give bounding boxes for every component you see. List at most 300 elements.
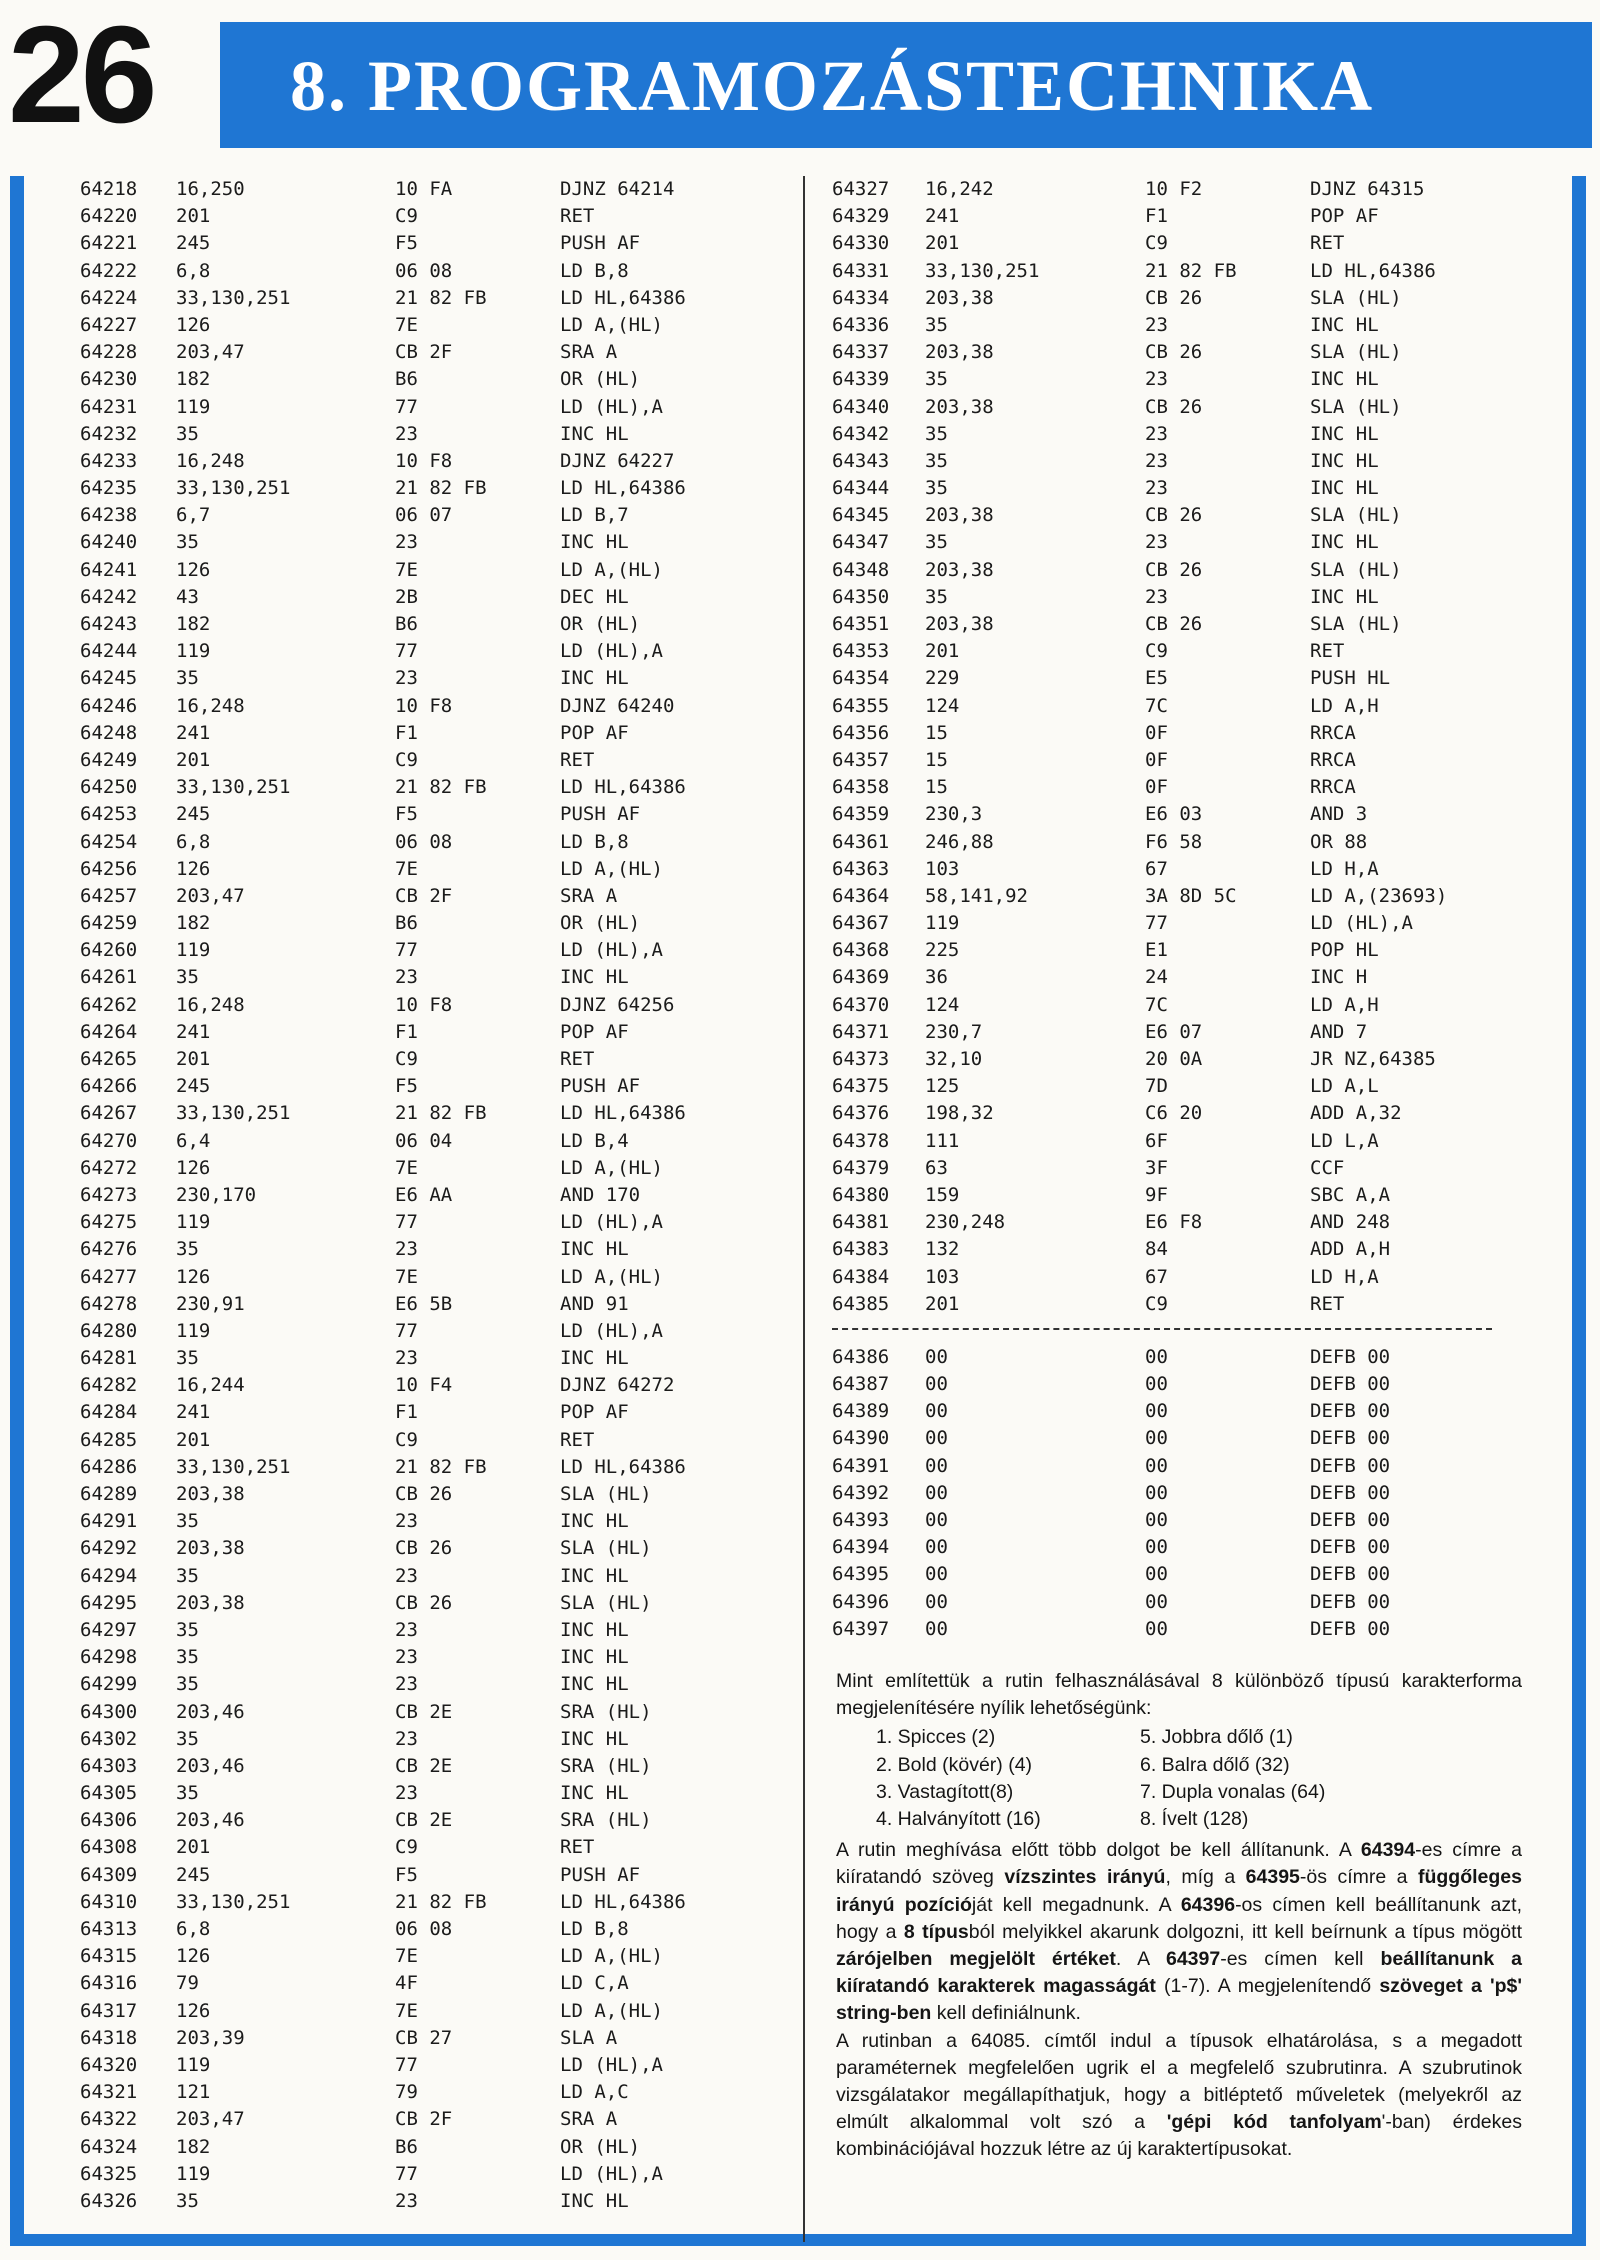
- mnemonic-cell: PUSH AF: [560, 232, 641, 255]
- address-cell: 64248: [80, 721, 138, 744]
- mnemonic-cell: INC HL: [560, 1727, 629, 1750]
- type-item: 8. Ívelt (128): [1140, 1807, 1249, 1830]
- address-cell: 64316: [80, 1972, 138, 1995]
- hex-cell: 0F: [1145, 721, 1168, 744]
- address-cell: 64264: [80, 1020, 138, 1043]
- hex-cell: 00: [1145, 1536, 1168, 1559]
- mnemonic-cell: OR (HL): [560, 613, 641, 635]
- hex-cell: E6 AA: [395, 1183, 453, 1206]
- listing-row: [80, 230, 795, 257]
- address-cell: 64260: [80, 939, 138, 962]
- listing-row: [80, 1128, 795, 1155]
- mnemonic-cell: SRA (HL): [560, 1754, 652, 1777]
- mnemonic-cell: LD (HL),A: [560, 939, 663, 962]
- hex-cell: 21 82 FB: [395, 776, 487, 799]
- hex-cell: F1: [395, 1020, 418, 1043]
- mnemonic-cell: INC HL: [560, 1646, 629, 1669]
- decimal-cell: 159: [925, 1183, 960, 1206]
- listing-row: [80, 937, 795, 964]
- hex-cell: 21 82 FB: [395, 1890, 487, 1913]
- listing-row: [832, 964, 1497, 991]
- mnemonic-cell: LD (HL),A: [560, 2162, 663, 2185]
- mnemonic-cell: SLA (HL): [560, 1537, 652, 1560]
- decimal-cell: 201: [925, 1292, 960, 1315]
- mnemonic-cell: LD B,4: [560, 1129, 629, 1152]
- hex-cell: 0F: [1145, 776, 1168, 799]
- decimal-cell: 00: [925, 1509, 948, 1531]
- address-cell: 64326: [80, 2189, 138, 2212]
- address-cell: 64324: [80, 2135, 138, 2158]
- mnemonic-cell: LD A,H: [1310, 694, 1379, 717]
- mnemonic-cell: POP AF: [560, 1020, 629, 1043]
- mnemonic-cell: AND 3: [1310, 803, 1368, 826]
- hex-cell: CB 2E: [395, 1700, 453, 1723]
- address-cell: 64325: [80, 2162, 138, 2185]
- mnemonic-cell: OR (HL): [560, 912, 641, 935]
- hex-cell: 77: [395, 939, 418, 962]
- decimal-cell: 35: [176, 1510, 199, 1533]
- listing-row: [80, 693, 795, 720]
- mnemonic-cell: SRA A: [560, 2108, 618, 2131]
- type-list: [836, 1724, 1522, 1833]
- listing-row: [832, 1264, 1497, 1291]
- address-cell: 64302: [80, 1727, 138, 1750]
- listing-row: [832, 1236, 1497, 1263]
- listing-row: [832, 1453, 1497, 1480]
- hex-cell: CB 26: [1145, 395, 1203, 418]
- mnemonic-cell: RET: [560, 748, 595, 771]
- decimal-cell: 35: [176, 1347, 199, 1370]
- decimal-cell: 16,248: [176, 993, 245, 1016]
- address-cell: 64280: [80, 1319, 138, 1342]
- address-cell: 64343: [832, 449, 890, 472]
- address-cell: 64266: [80, 1075, 138, 1098]
- hex-cell: 23: [1145, 313, 1168, 336]
- address-cell: 64393: [832, 1509, 890, 1531]
- description-text: [836, 1668, 1522, 2164]
- address-cell: 64262: [80, 993, 138, 1016]
- address-cell: 64249: [80, 748, 138, 771]
- mnemonic-cell: LD HL,64386: [560, 1102, 686, 1125]
- listing-left-column: [80, 176, 795, 2215]
- mnemonic-cell: SLA (HL): [560, 1483, 652, 1505]
- mnemonic-cell: INC HL: [560, 2189, 629, 2212]
- decimal-cell: 198,32: [925, 1102, 994, 1125]
- address-cell: 64303: [80, 1754, 138, 1777]
- address-cell: 64289: [80, 1483, 138, 1505]
- hex-cell: 9F: [1145, 1183, 1168, 1206]
- listing-row: [832, 529, 1497, 556]
- hex-cell: 21 82 FB: [395, 286, 487, 309]
- decimal-cell: 203,38: [925, 558, 994, 581]
- decimal-cell: 229: [925, 667, 960, 690]
- mnemonic-cell: DJNZ 64256: [560, 993, 675, 1016]
- listing-row: [80, 203, 795, 230]
- decimal-cell: 16,242: [925, 178, 994, 200]
- address-cell: 64220: [80, 205, 138, 228]
- mnemonic-cell: LD B,7: [560, 504, 629, 527]
- decimal-cell: 00: [925, 1454, 948, 1477]
- decimal-cell: 00: [925, 1427, 948, 1450]
- listing-row: [80, 1182, 795, 1209]
- decimal-cell: 201: [176, 1428, 211, 1451]
- listing-row: [80, 2052, 795, 2079]
- hex-cell: 00: [1145, 1400, 1168, 1423]
- listing-row: [80, 1508, 795, 1535]
- decimal-cell: 33,130,251: [176, 1455, 291, 1478]
- hex-cell: 00: [1145, 1345, 1168, 1368]
- mnemonic-cell: INC HL: [560, 422, 629, 445]
- listing-row: [80, 502, 795, 529]
- address-cell: 64339: [832, 368, 890, 391]
- listing-row: [80, 638, 795, 665]
- address-cell: 64361: [832, 830, 890, 853]
- listing-row: [80, 883, 795, 910]
- address-cell: 64363: [832, 857, 890, 880]
- hex-cell: 10 F2: [1145, 178, 1203, 200]
- listing-row: [832, 801, 1497, 828]
- mnemonic-cell: DJNZ 64227: [560, 449, 675, 472]
- decimal-cell: 230,3: [925, 803, 983, 826]
- hex-cell: 67: [1145, 857, 1168, 880]
- mnemonic-cell: LD A,(HL): [560, 1999, 663, 2022]
- listing-row: [80, 2161, 795, 2188]
- listing-row: [832, 230, 1497, 257]
- address-cell: 64345: [832, 504, 890, 527]
- mnemonic-cell: SBC A,A: [1310, 1183, 1391, 1206]
- listing-row: [832, 557, 1497, 584]
- hex-cell: CB 2F: [395, 341, 453, 364]
- hex-cell: 00: [1145, 1454, 1168, 1477]
- address-cell: 64395: [832, 1563, 890, 1586]
- decimal-cell: 119: [176, 1211, 211, 1234]
- listing-right-column: [832, 176, 1497, 1643]
- address-cell: 64373: [832, 1048, 890, 1070]
- decimal-cell: 203,46: [176, 1700, 245, 1723]
- mnemonic-cell: SLA (HL): [560, 1591, 652, 1614]
- mnemonic-cell: PUSH AF: [560, 803, 641, 826]
- address-cell: 64270: [80, 1129, 138, 1152]
- mnemonic-cell: INC HL: [1310, 531, 1379, 554]
- listing-row: [80, 339, 795, 366]
- hex-cell: F5: [395, 803, 418, 826]
- description-paragraph-1: A rutin meghívása előtt több dolgot be kell állítanunk. A 64394-es címre a kiíratandó szöveg vízszintes irányú, míg a 64395-ös címre a függőleges irányú pozícióját kell megadnunk. A 64396-os címen kell beállítanunk azt, hogy a 8 típusból melyikkel akarunk dolgozni, itt kell beírnunk a típus mögött zárójelben megjelölt értéket. A 64397-es címen kell beállítanunk a kiíratandó karakterek magasságát (1-7). A megjelenítendő szöveget a 'p$' string-ben kell definiálnunk.: [836, 1839, 1522, 2025]
- mnemonic-cell: SLA (HL): [1310, 504, 1402, 527]
- decimal-cell: 35: [176, 667, 199, 690]
- hex-cell: 84: [1145, 1238, 1168, 1261]
- mnemonic-cell: RET: [560, 1048, 595, 1070]
- listing-row: [80, 1073, 795, 1100]
- listing-right-code: [832, 176, 1497, 1318]
- decimal-cell: 203,46: [176, 1809, 245, 1832]
- mnemonic-cell: LD B,8: [560, 1918, 629, 1940]
- mnemonic-cell: JR NZ,64385: [1310, 1048, 1436, 1070]
- listing-row: [80, 992, 795, 1019]
- address-cell: 64300: [80, 1700, 138, 1723]
- listing-row: [832, 258, 1497, 285]
- hex-cell: 21 82 FB: [395, 1455, 487, 1478]
- mnemonic-cell: DEC HL: [560, 585, 629, 608]
- hex-cell: CB 27: [395, 2026, 453, 2049]
- mnemonic-cell: PUSH AF: [560, 1863, 641, 1886]
- hex-cell: 10 F8: [395, 694, 453, 717]
- hex-cell: 21 82 FB: [1145, 259, 1237, 282]
- mnemonic-cell: OR (HL): [560, 368, 641, 391]
- address-cell: 64385: [832, 1292, 890, 1315]
- listing-row: [80, 421, 795, 448]
- hex-cell: F1: [395, 1401, 418, 1424]
- listing-row: [832, 774, 1497, 801]
- address-cell: 64299: [80, 1673, 138, 1696]
- mnemonic-cell: LD A,(HL): [560, 1156, 663, 1179]
- decimal-cell: 43: [176, 585, 199, 608]
- hex-cell: 77: [395, 2053, 418, 2076]
- decimal-cell: 241: [176, 1401, 211, 1424]
- mnemonic-cell: ADD A,32: [1310, 1102, 1402, 1125]
- mnemonic-cell: SLA A: [560, 2026, 618, 2049]
- address-cell: 64256: [80, 857, 138, 880]
- listing-row: [80, 448, 795, 475]
- address-cell: 64375: [832, 1075, 890, 1098]
- mnemonic-cell: INC HL: [560, 1510, 629, 1533]
- listing-row: [80, 1807, 795, 1834]
- hex-cell: 7E: [395, 1999, 418, 2022]
- listing-row: [80, 1753, 795, 1780]
- mnemonic-cell: AND 7: [1310, 1020, 1368, 1043]
- address-cell: 64278: [80, 1292, 138, 1315]
- address-cell: 64233: [80, 449, 138, 472]
- hex-cell: 7E: [395, 857, 418, 880]
- listing-row: [80, 258, 795, 285]
- listing-row: [832, 1398, 1497, 1425]
- address-cell: 64315: [80, 1945, 138, 1968]
- mnemonic-cell: LD (HL),A: [560, 1211, 663, 1234]
- mnemonic-cell: RET: [1310, 1292, 1345, 1315]
- listing-row: [832, 312, 1497, 339]
- hex-cell: 77: [395, 395, 418, 418]
- listing-row: [832, 611, 1497, 638]
- hex-cell: 79: [395, 2081, 418, 2104]
- listing-row: [832, 1046, 1497, 1073]
- mnemonic-cell: INC HL: [1310, 368, 1379, 391]
- decimal-cell: 119: [176, 1319, 211, 1342]
- mnemonic-cell: LD HL,64386: [1310, 259, 1436, 282]
- listing-row: [832, 1616, 1497, 1643]
- listing-row: [80, 2106, 795, 2133]
- address-cell: 64392: [832, 1481, 890, 1504]
- listing-row: [80, 557, 795, 584]
- chapter-banner: [220, 22, 1592, 148]
- decimal-cell: 245: [176, 1075, 211, 1098]
- decimal-cell: 126: [176, 1999, 211, 2022]
- address-cell: 64218: [80, 178, 138, 200]
- decimal-cell: 35: [925, 531, 948, 554]
- listing-row: [80, 1563, 795, 1590]
- mnemonic-cell: LD B,8: [560, 259, 629, 282]
- address-cell: 64261: [80, 966, 138, 989]
- hex-cell: C9: [395, 748, 418, 771]
- address-cell: 64241: [80, 558, 138, 581]
- listing-row: [80, 285, 795, 312]
- decimal-cell: 35: [176, 1646, 199, 1669]
- address-cell: 64317: [80, 1999, 138, 2022]
- mnemonic-cell: DEFB 00: [1310, 1400, 1391, 1423]
- mnemonic-cell: LD B,8: [560, 830, 629, 853]
- type-item: 4. Halványított (16): [876, 1807, 1041, 1830]
- address-cell: 64337: [832, 341, 890, 364]
- address-cell: 64221: [80, 232, 138, 255]
- decimal-cell: 119: [176, 2162, 211, 2185]
- mnemonic-cell: RRCA: [1310, 776, 1356, 799]
- mnemonic-cell: SLA (HL): [1310, 341, 1402, 364]
- listing-row: [832, 366, 1497, 393]
- address-cell: 64334: [832, 286, 890, 309]
- decimal-cell: 203,39: [176, 2026, 245, 2049]
- decimal-cell: 245: [176, 232, 211, 255]
- address-cell: 64235: [80, 477, 138, 500]
- mnemonic-cell: DJNZ 64272: [560, 1374, 675, 1397]
- address-cell: 64305: [80, 1782, 138, 1805]
- hex-cell: E6 F8: [1145, 1211, 1203, 1234]
- hex-cell: 0F: [1145, 748, 1168, 771]
- hex-cell: F1: [395, 721, 418, 744]
- mnemonic-cell: DEFB 00: [1310, 1481, 1391, 1504]
- mnemonic-cell: SLA (HL): [1310, 613, 1402, 635]
- mnemonic-cell: PUSH HL: [1310, 667, 1391, 690]
- mnemonic-cell: DEFB 00: [1310, 1373, 1391, 1396]
- address-cell: 64379: [832, 1156, 890, 1179]
- hex-cell: 10 F4: [395, 1374, 453, 1397]
- decimal-cell: 203,38: [176, 1483, 245, 1505]
- address-cell: 64391: [832, 1454, 890, 1477]
- listing-row: [80, 366, 795, 393]
- listing-row: [832, 638, 1497, 665]
- hex-cell: CB 2E: [395, 1809, 453, 1832]
- decimal-cell: 124: [925, 694, 960, 717]
- decimal-cell: 32,10: [925, 1048, 983, 1070]
- mnemonic-cell: LD A,L: [1310, 1075, 1379, 1098]
- mnemonic-cell: LD A,(HL): [560, 1265, 663, 1288]
- type-item: 3. Vastagított(8): [876, 1780, 1014, 1803]
- hex-cell: CB 26: [1145, 504, 1203, 527]
- mnemonic-cell: PUSH AF: [560, 1075, 641, 1098]
- listing-row: [80, 1535, 795, 1562]
- decimal-cell: 33,130,251: [925, 259, 1040, 282]
- mnemonic-cell: LD (HL),A: [560, 2053, 663, 2076]
- mnemonic-cell: DEFB 00: [1310, 1617, 1391, 1640]
- address-cell: 64254: [80, 830, 138, 853]
- listing-row: [832, 1019, 1497, 1046]
- address-cell: 64230: [80, 368, 138, 391]
- address-cell: 64267: [80, 1102, 138, 1125]
- hex-cell: 23: [395, 1782, 418, 1805]
- listing-row: [80, 1019, 795, 1046]
- address-cell: 64321: [80, 2081, 138, 2104]
- hex-cell: B6: [395, 368, 418, 391]
- hex-cell: 06 08: [395, 259, 453, 282]
- mnemonic-cell: LD HL,64386: [560, 286, 686, 309]
- address-cell: 64356: [832, 721, 890, 744]
- mnemonic-cell: AND 170: [560, 1183, 641, 1206]
- hex-cell: 7C: [1145, 993, 1168, 1016]
- hex-cell: 23: [395, 1727, 418, 1750]
- mnemonic-cell: DJNZ 64214: [560, 178, 675, 200]
- listing-row: [832, 856, 1497, 883]
- address-cell: 64257: [80, 884, 138, 907]
- address-cell: 64227: [80, 313, 138, 336]
- mnemonic-cell: LD (HL),A: [560, 1319, 663, 1342]
- decimal-cell: 15: [925, 748, 948, 771]
- address-cell: 64284: [80, 1401, 138, 1424]
- decimal-cell: 15: [925, 721, 948, 744]
- hex-cell: 00: [1145, 1617, 1168, 1640]
- decimal-cell: 15: [925, 776, 948, 799]
- mnemonic-cell: DJNZ 64240: [560, 694, 675, 717]
- listing-row: [832, 747, 1497, 774]
- decimal-cell: 241: [176, 721, 211, 744]
- decimal-cell: 00: [925, 1617, 948, 1640]
- address-cell: 64371: [832, 1020, 890, 1043]
- address-cell: 64245: [80, 667, 138, 690]
- mnemonic-cell: AND 248: [1310, 1211, 1391, 1234]
- hex-cell: 4F: [395, 1972, 418, 1995]
- decimal-cell: 201: [176, 1836, 211, 1859]
- address-cell: 64285: [80, 1428, 138, 1451]
- decimal-cell: 16,248: [176, 449, 245, 472]
- hex-cell: 77: [395, 1319, 418, 1342]
- listing-row: [80, 1590, 795, 1617]
- decimal-cell: 35: [176, 1782, 199, 1805]
- address-cell: 64331: [832, 259, 890, 282]
- decimal-cell: 00: [925, 1345, 948, 1368]
- mnemonic-cell: DEFB 00: [1310, 1563, 1391, 1586]
- listing-row: [832, 992, 1497, 1019]
- mnemonic-cell: LD C,A: [560, 1972, 629, 1995]
- listing-row: [80, 2134, 795, 2161]
- address-cell: 64294: [80, 1564, 138, 1587]
- address-cell: 64344: [832, 477, 890, 500]
- hex-cell: F1: [1145, 205, 1168, 228]
- hex-cell: CB 26: [1145, 558, 1203, 581]
- mnemonic-cell: LD (HL),A: [560, 395, 663, 418]
- decimal-cell: 182: [176, 2135, 211, 2158]
- listing-row: [80, 964, 795, 991]
- address-cell: 64359: [832, 803, 890, 826]
- listing-row: [80, 1264, 795, 1291]
- decimal-cell: 35: [176, 531, 199, 554]
- mnemonic-cell: LD A,(HL): [560, 558, 663, 581]
- address-cell: 64232: [80, 422, 138, 445]
- mnemonic-cell: LD A,(HL): [560, 313, 663, 336]
- address-cell: 64313: [80, 1918, 138, 1940]
- hex-cell: 00: [1145, 1373, 1168, 1396]
- listing-row: [80, 1671, 795, 1698]
- listing-row: [80, 394, 795, 421]
- address-cell: 64387: [832, 1373, 890, 1396]
- decimal-cell: 119: [176, 395, 211, 418]
- listing-row: [832, 1182, 1497, 1209]
- decimal-cell: 125: [925, 1075, 960, 1098]
- decimal-cell: 203,46: [176, 1754, 245, 1777]
- mnemonic-cell: RRCA: [1310, 748, 1356, 771]
- decimal-cell: 182: [176, 368, 211, 391]
- decimal-cell: 230,248: [925, 1211, 1006, 1234]
- hex-cell: CB 26: [395, 1591, 453, 1614]
- decimal-cell: 132: [925, 1238, 960, 1261]
- decimal-cell: 16,250: [176, 178, 245, 200]
- decimal-cell: 35: [925, 422, 948, 445]
- decimal-cell: 241: [925, 205, 960, 228]
